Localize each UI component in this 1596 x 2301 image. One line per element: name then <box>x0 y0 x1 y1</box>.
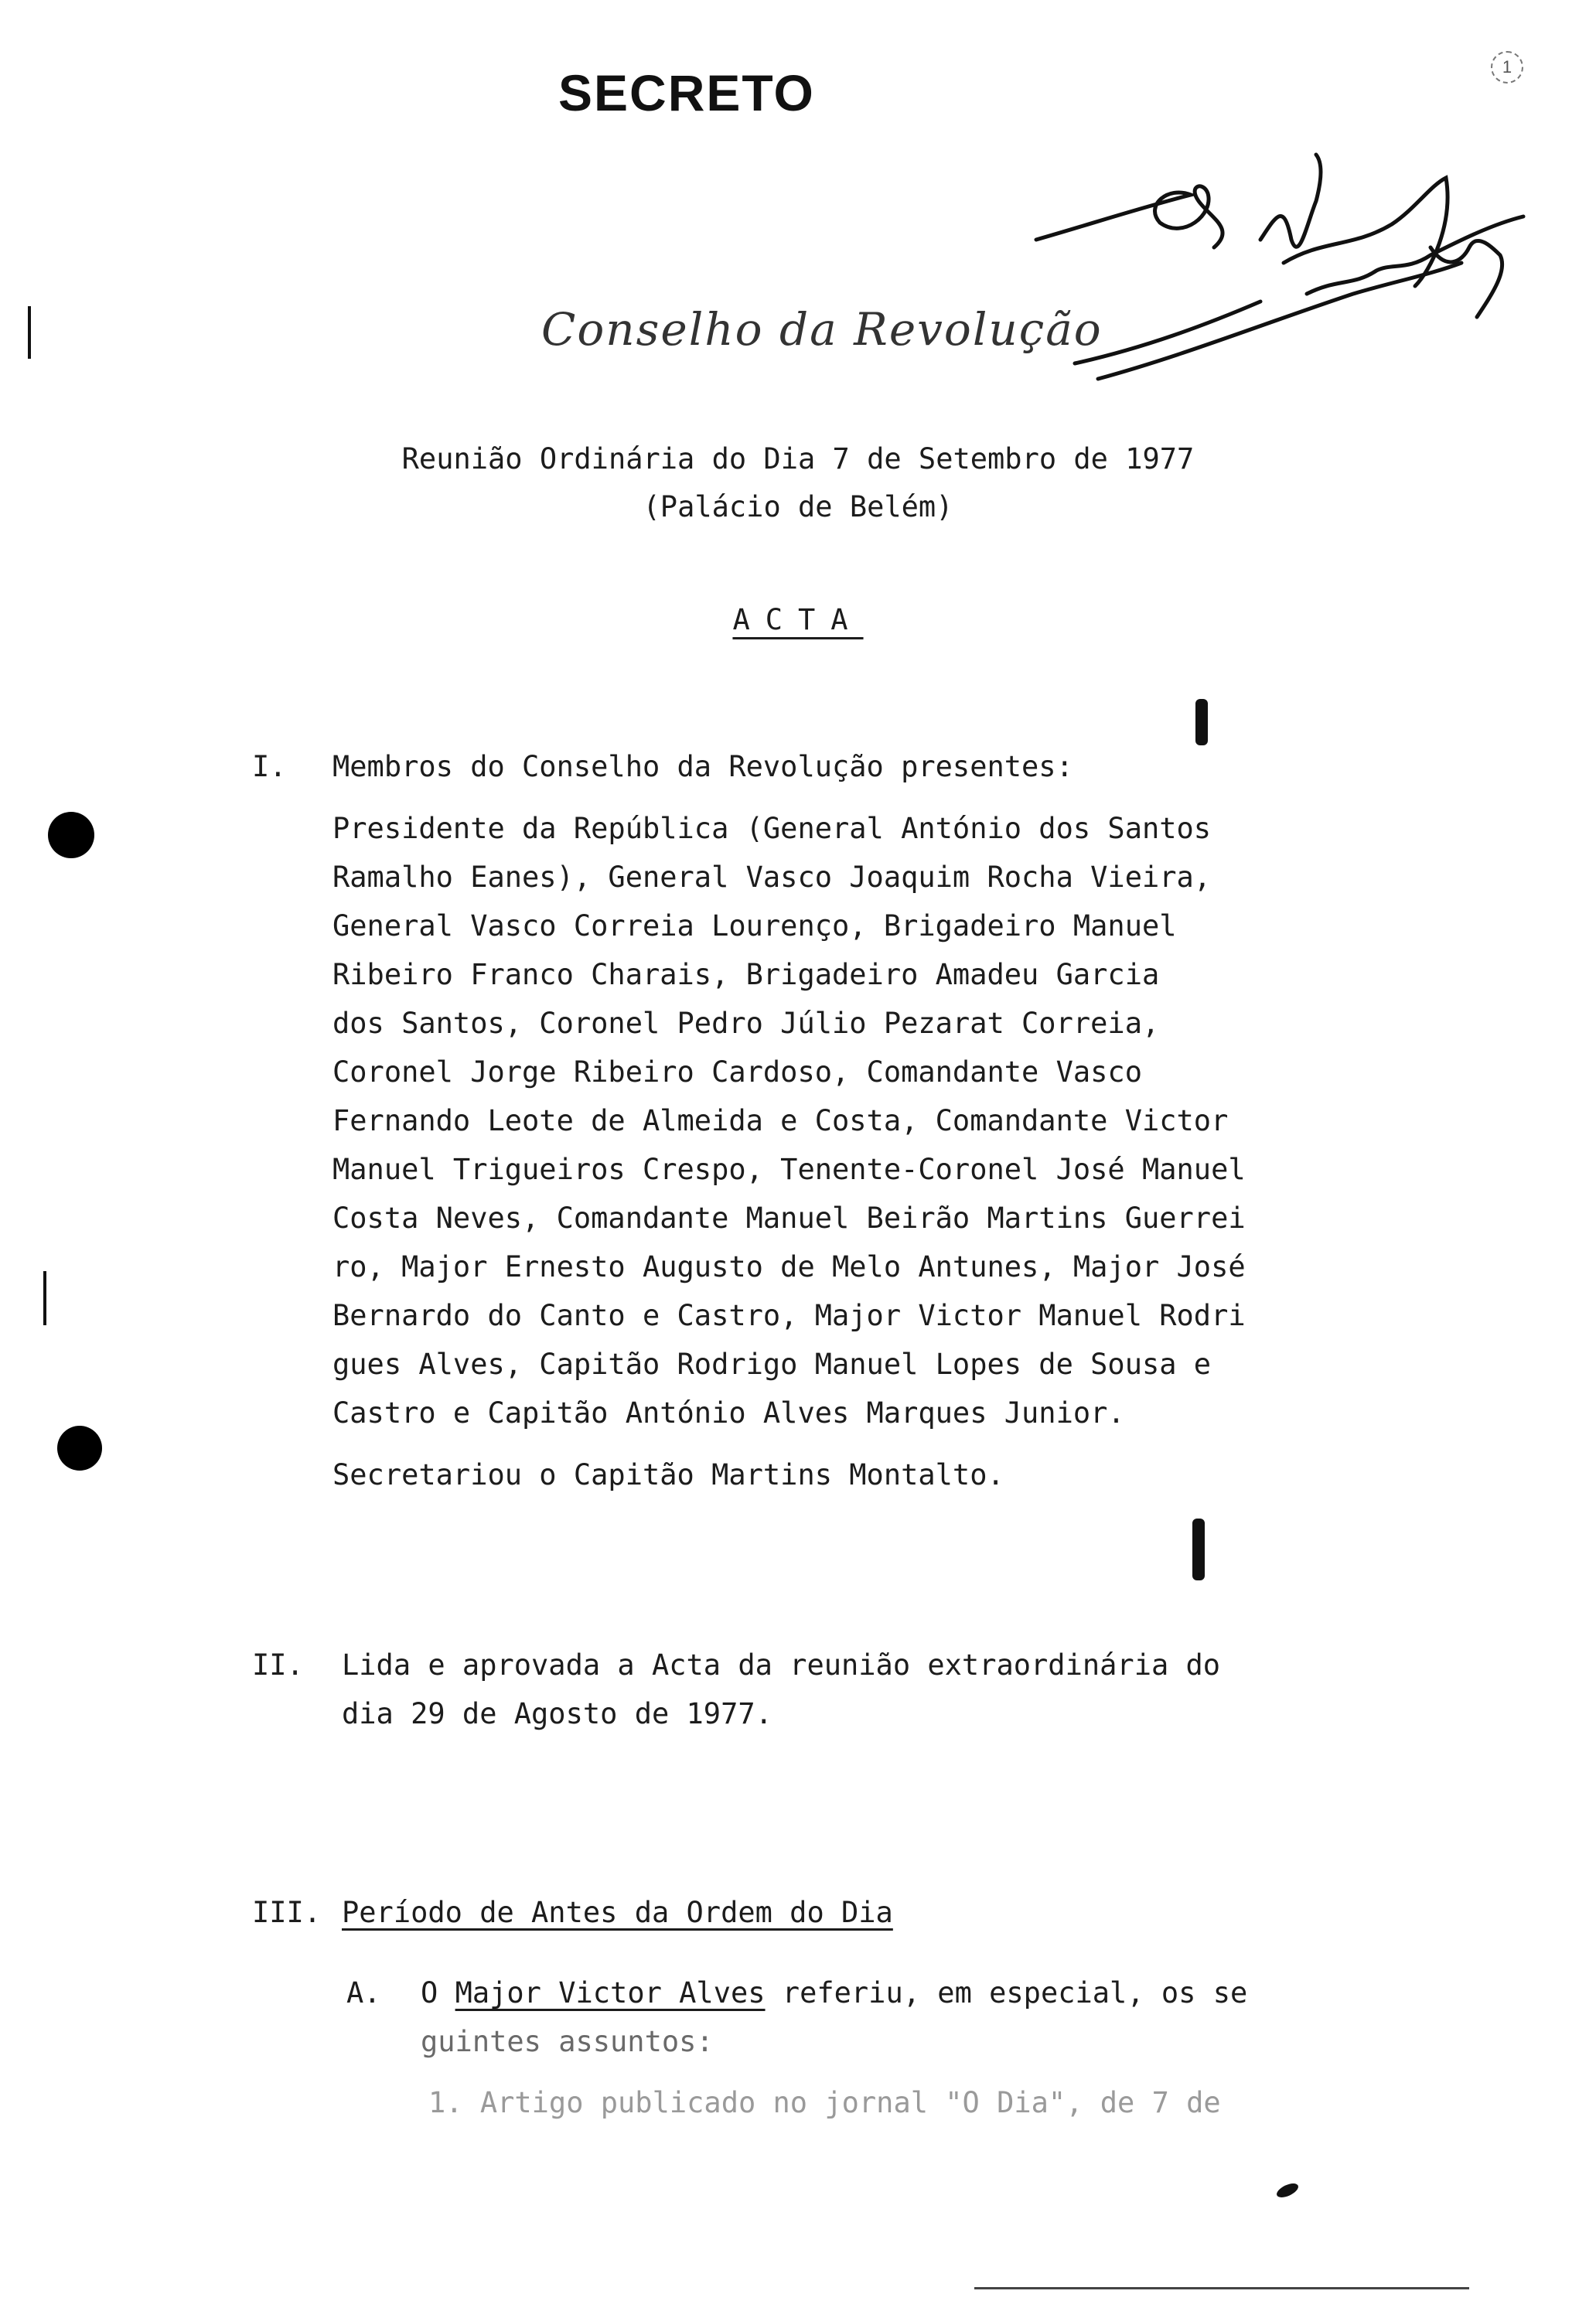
item-a-continuation: guintes assuntos: <box>421 2025 714 2058</box>
item-a-name: Major Victor Alves <box>455 1976 766 2010</box>
members-line: Presidente da República (General António dos Santos <box>332 812 1212 845</box>
section-2-line: dia 29 de Agosto de 1977. <box>342 1697 772 1730</box>
punch-hole-dot <box>57 1426 102 1471</box>
members-line: dos Santos, Coronel Pedro Júlio Pezarat Correia, <box>332 1007 1160 1040</box>
members-line: Costa Neves, Comandante Manuel Beirão Martins Guerrei <box>332 1202 1246 1235</box>
section-3-number: III. <box>252 1896 322 1929</box>
ink-blot <box>1192 1519 1205 1580</box>
document-type-heading: ACTA <box>732 603 864 636</box>
members-line: Bernardo do Canto e Castro, Major Victor Manuel Rodri <box>332 1299 1246 1332</box>
members-line: Castro e Capitão António Alves Marques Junior. <box>332 1396 1125 1430</box>
members-line: Fernando Leote de Almeida e Costa, Comandante Victor <box>332 1104 1229 1137</box>
item-a-rest: referiu, em especial, os se <box>765 1976 1248 2010</box>
members-line: Coronel Jorge Ribeiro Cardoso, Comandante Vasco <box>332 1055 1142 1089</box>
punch-hole-dot <box>48 812 94 858</box>
members-line: Manuel Trigueiros Crespo, Tenente-Coronel José Manuel <box>332 1153 1246 1186</box>
section-2-line: Lida e aprovada a Acta da reunião extraordinária do <box>342 1648 1221 1682</box>
members-line: Ribeiro Franco Charais, Brigadeiro Amadeu Garcia <box>332 958 1160 991</box>
margin-mark <box>28 306 31 359</box>
members-line: gues Alves, Capitão Rodrigo Manuel Lopes de Sousa e <box>332 1348 1212 1381</box>
secret-stamp: SECRETO <box>558 64 815 121</box>
handwritten-signature <box>1028 131 1539 394</box>
item-1-text: 1. Artigo publicado no jornal "O Dia", de 7 de <box>428 2086 1221 2119</box>
page-number-mark: 1 <box>1491 51 1523 84</box>
bottom-edge-line <box>974 2287 1469 2289</box>
item-a-text <box>421 1969 1247 2017</box>
section-1-number: I. <box>252 750 287 783</box>
meeting-place: (Palácio de Belém) <box>643 490 953 523</box>
members-line: ro, Major Ernesto Augusto de Melo Antunes, Major José <box>332 1250 1246 1283</box>
section-2-number: II. <box>252 1648 304 1682</box>
meeting-title: Reunião Ordinária do Dia 7 de Setembro de 1977 <box>401 442 1195 476</box>
section-3-heading: Período de Antes da Ordem do Dia <box>342 1896 893 1929</box>
members-line: General Vasco Correia Lourenço, Brigadeiro Manuel <box>332 909 1177 943</box>
item-a-letter: A. <box>346 1976 381 2010</box>
members-line: Ramalho Eanes), General Vasco Joaquim Rocha Vieira, <box>332 861 1212 894</box>
council-heading: Conselho da Revolução <box>541 303 1103 356</box>
margin-mark <box>43 1271 46 1325</box>
secretary-line: Secretariou o Capitão Martins Montalto. <box>332 1458 1004 1491</box>
item-a-prefix: O <box>421 1976 455 2010</box>
ink-blot <box>1195 699 1208 745</box>
ink-speck <box>1274 2180 1300 2200</box>
section-1-heading: Membros do Conselho da Revolução presentes: <box>332 750 1073 783</box>
